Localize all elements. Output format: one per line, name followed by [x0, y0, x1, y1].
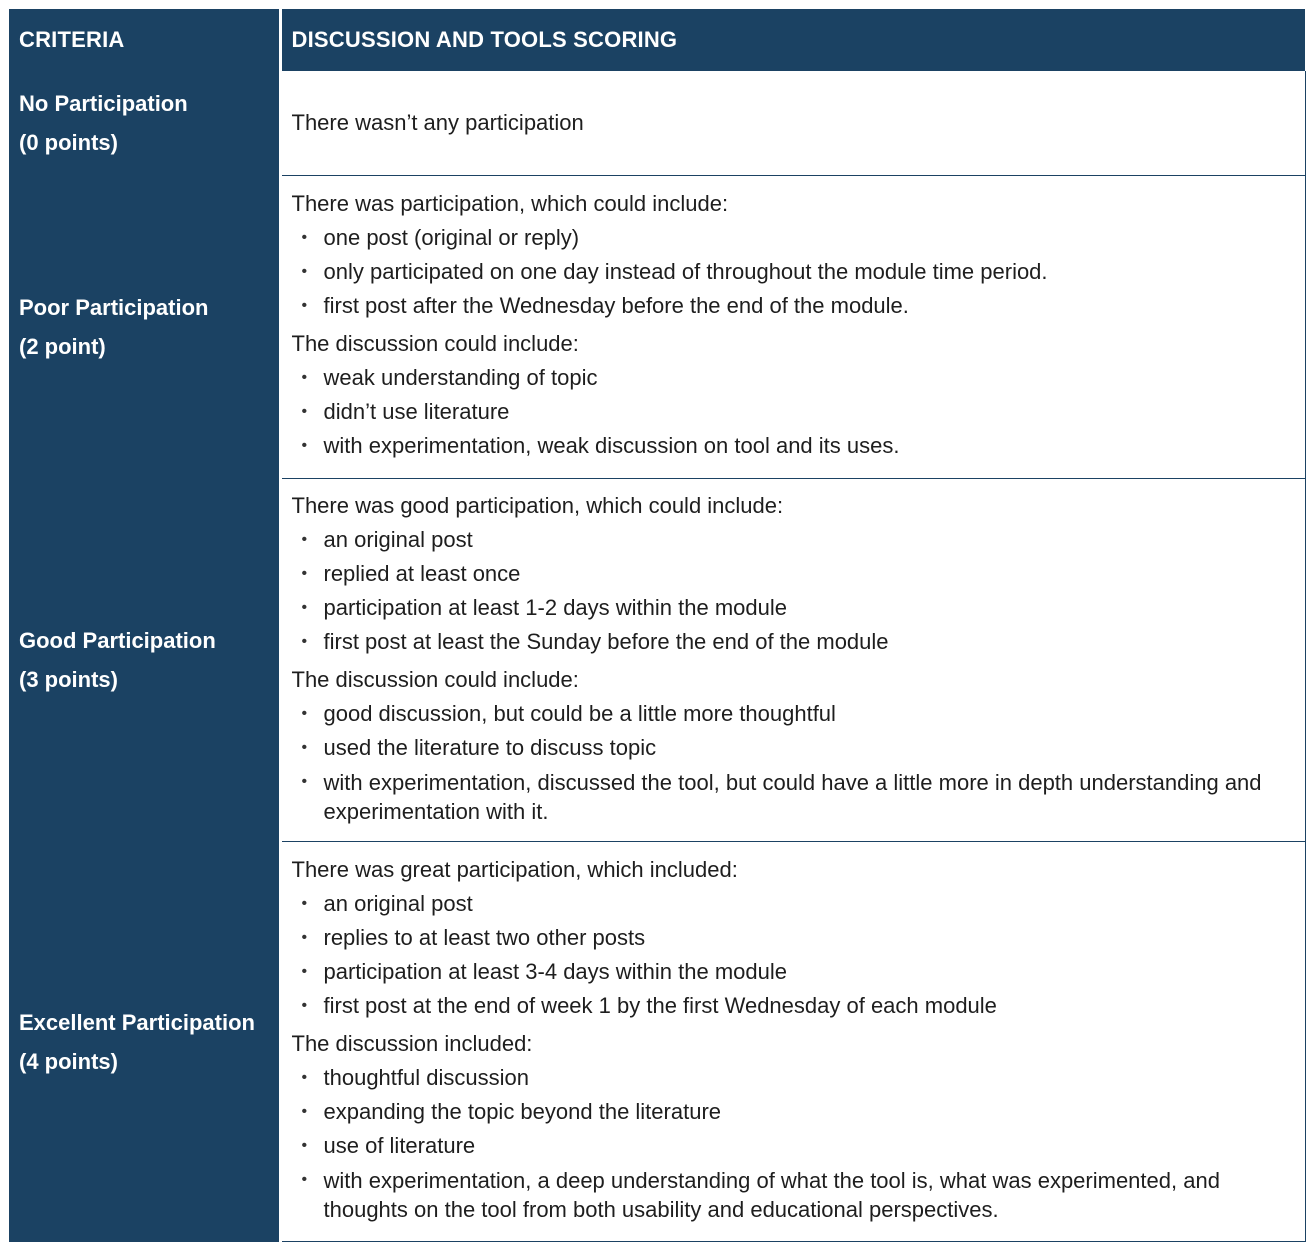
- criteria-header: CRITERIA: [9, 9, 280, 71]
- list-item: • first post at least the Sunday before the end of the module: [292, 625, 1295, 659]
- participation-intro: There was great participation, which included:: [291, 857, 738, 882]
- criteria-cell: [9, 176, 280, 479]
- discussion-list: [292, 361, 1295, 463]
- discussion-list: [292, 1061, 1295, 1226]
- list-item: • one post (original or reply): [292, 221, 1295, 255]
- discussion-intro: The discussion could include:: [291, 666, 579, 692]
- discussion-list: [292, 697, 1295, 828]
- list-item: • participation at least 3-4 days within the module: [292, 955, 1295, 989]
- criteria-points: (0 points): [19, 130, 118, 156]
- list-item: • participation at least 1-2 days within the module: [292, 591, 1295, 625]
- description-cell: [280, 842, 1305, 1242]
- list-item: • only participated on one day instead of throughout the module time period.: [292, 255, 1295, 289]
- participation-intro: There was good participation, which could include:: [291, 492, 784, 518]
- description-cell: [280, 479, 1305, 842]
- criteria-name: Excellent Participation: [19, 1009, 255, 1035]
- description-cell: [280, 71, 1305, 176]
- rubric-row-poor-participation: [9, 176, 1305, 479]
- criteria-cell: [9, 479, 280, 842]
- list-item: • first post after the Wednesday before the end of the module.: [292, 289, 1295, 323]
- criteria-name: Good Participation: [19, 628, 216, 653]
- rubric-row-excellent-participation: [9, 842, 1305, 1242]
- criteria-name: No Participation: [19, 91, 188, 117]
- list-item: • weak understanding of topic: [292, 361, 1295, 395]
- list-item: • replied at least once: [292, 557, 1295, 591]
- participation-list: [292, 221, 1295, 323]
- criteria-cell: [9, 842, 280, 1242]
- list-item: • an original post: [292, 887, 1295, 921]
- list-item: • good discussion, but could be a little more thoughtful: [292, 697, 1295, 731]
- list-item: • with experimentation, weak discussion on tool and its uses.: [292, 429, 1295, 463]
- list-item: • replies to at least two other posts: [292, 921, 1295, 955]
- description-text: There wasn’t any participation: [291, 110, 584, 135]
- criteria-cell: [9, 71, 280, 176]
- list-item: • use of literature: [292, 1129, 1295, 1163]
- description-cell: [280, 176, 1305, 479]
- list-item: • didn’t use literature: [292, 395, 1295, 429]
- rubric-row-good-participation: [9, 479, 1305, 842]
- list-item: • first post at the end of week 1 by the first Wednesday of each module: [292, 989, 1295, 1023]
- list-item: • an original post: [292, 523, 1295, 557]
- header-row: [9, 9, 1305, 71]
- discussion-intro: The discussion could include:: [291, 331, 579, 356]
- criteria-points: (2 point): [19, 334, 106, 359]
- participation-intro: There was participation, which could include:: [291, 191, 729, 216]
- scoring-rubric-table: [9, 9, 1306, 1242]
- criteria-points: (4 points): [19, 1048, 118, 1074]
- participation-list: [292, 523, 1295, 659]
- list-item: • with experimentation, a deep understanding of what the tool is, what was experimented, and thoughts on the tool from both usability and educational perspectives.: [292, 1163, 1295, 1226]
- participation-list: [292, 887, 1295, 1023]
- criteria-name: Poor Participation: [19, 295, 209, 320]
- list-item: • used the literature to discuss topic: [292, 731, 1295, 765]
- list-item: • thoughtful discussion: [292, 1061, 1295, 1095]
- scoring-header: DISCUSSION AND TOOLS SCORING: [280, 9, 1305, 71]
- criteria-points: (3 points): [19, 667, 118, 692]
- list-item: • expanding the topic beyond the literature: [292, 1095, 1295, 1129]
- discussion-intro: The discussion included:: [291, 1031, 533, 1056]
- rubric-row-no-participation: [9, 71, 1305, 176]
- list-item: • with experimentation, discussed the tool, but could have a little more in depth understanding and experimentation with it.: [292, 765, 1295, 828]
